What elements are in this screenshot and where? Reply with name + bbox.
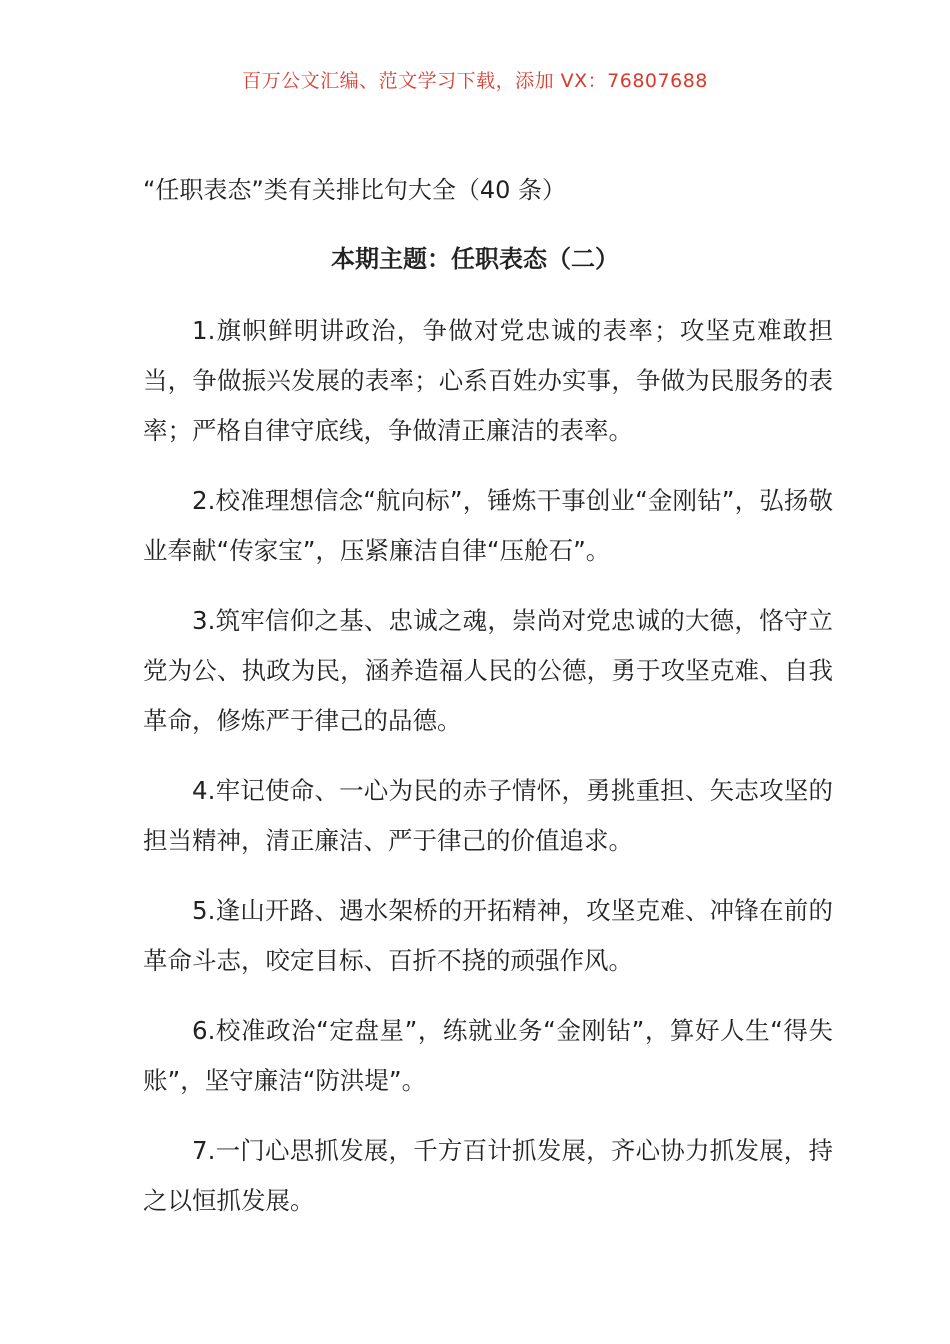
paragraph: 6.校准政治“定盘星”，练就业务“金刚钻”，算好人生“得失账”，坚守廉洁“防洪堤”。: [143, 1016, 833, 1095]
paragraph: 5.逢山开路、遇水架桥的开拓精神，攻坚克难、冲锋在前的革命斗志，咬定目标、百折不挠的顽强作风。: [143, 896, 833, 975]
paragraph: 3.筑牢信仰之基、忠诚之魂，崇尚对党忠诚的大德，恪守立党为公、执政为民，涵养造福人民的公德，勇于攻坚克难、自我革命，修炼严于律己的品德。: [143, 606, 833, 735]
paragraph: 2.校准理想信念“航向标”，锤炼干事创业“金刚钻”，弘扬敬业奉献“传家宝”，压紧廉洁自律“压舱石”。: [143, 486, 833, 565]
paragraph: 7.一门心思抓发展，千方百计抓发展，齐心协力抓发展，持之以恒抓发展。: [143, 1136, 833, 1215]
paragraph: 1.旗帜鲜明讲政治，争做对党忠诚的表率；攻坚克难敢担当，争做振兴发展的表率；心系百姓办实事，争做为民服务的表率；严格自律守底线，争做清正廉洁的表率。: [143, 316, 833, 445]
paragraph-list: [143, 306, 833, 1246]
paragraph: 4.牢记使命、一心为民的赤子情怀，勇挑重担、矢志攻坚的担当精神，清正廉洁、严于律己的价值追求。: [143, 776, 833, 855]
document-subtitle: 本期主题：任职表态（二）: [331, 245, 619, 273]
document-title: “任职表态”类有关排比句大全（40 条）: [143, 176, 567, 204]
header-banner: 百万公文汇编、范文学习下载，添加 VX：76807688: [242, 70, 708, 92]
